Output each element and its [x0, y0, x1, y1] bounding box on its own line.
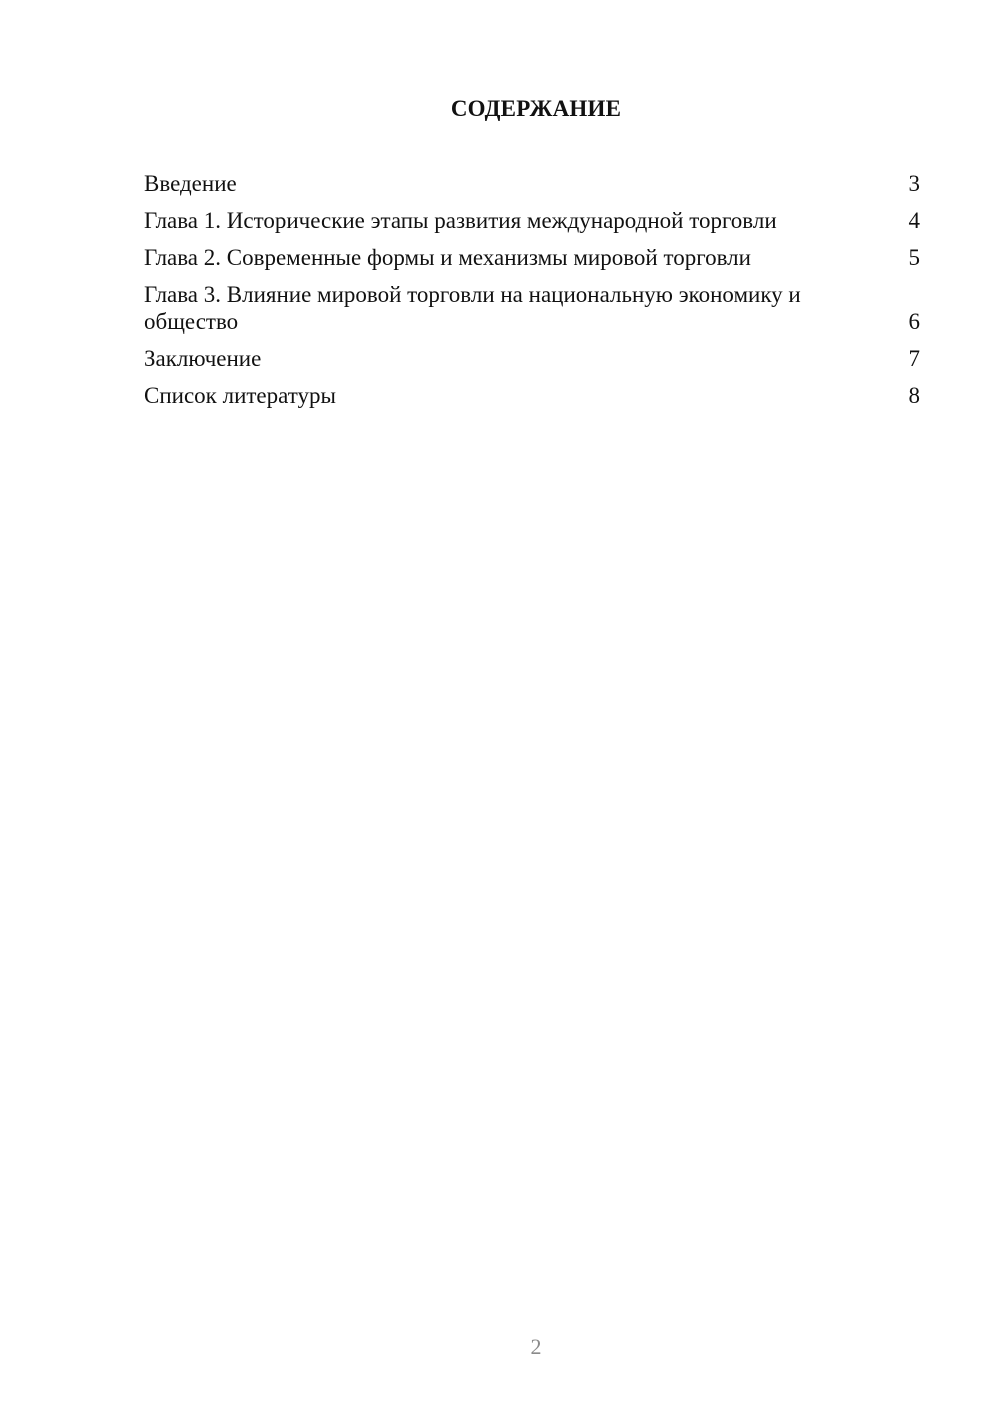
table-of-contents [144, 170, 920, 419]
toc-entry-chapter-2 [144, 244, 920, 271]
toc-entry-text: Заключение [144, 346, 262, 371]
toc-entry-chapter-1 [144, 207, 920, 234]
toc-entry-text: Глава 2. Современные формы и механизмы мировой торговли [144, 245, 751, 270]
toc-entry-text: Глава 1. Исторические этапы развития международной торговли [144, 208, 777, 233]
toc-entry-page: 3 [908, 171, 920, 196]
page-title: СОДЕРЖАНИЕ [450, 96, 622, 121]
toc-entry-conclusion [144, 345, 920, 372]
page-number: 2 [530, 1334, 542, 1359]
toc-entry-text: Введение [144, 171, 237, 196]
toc-entry-chapter-3 [144, 281, 920, 335]
toc-entry-bibliography [144, 382, 920, 409]
toc-entry-page: 4 [908, 208, 920, 233]
toc-entry-introduction [144, 170, 920, 197]
toc-entry-page: 7 [908, 346, 920, 371]
toc-entry-text: Глава 3. Влияние мировой торговли на национальную экономику и общество [144, 282, 801, 334]
toc-entry-text: Список литературы [144, 383, 336, 408]
toc-entry-page: 5 [908, 245, 920, 270]
toc-entry-page: 6 [908, 309, 920, 334]
toc-entry-page: 8 [908, 383, 920, 408]
